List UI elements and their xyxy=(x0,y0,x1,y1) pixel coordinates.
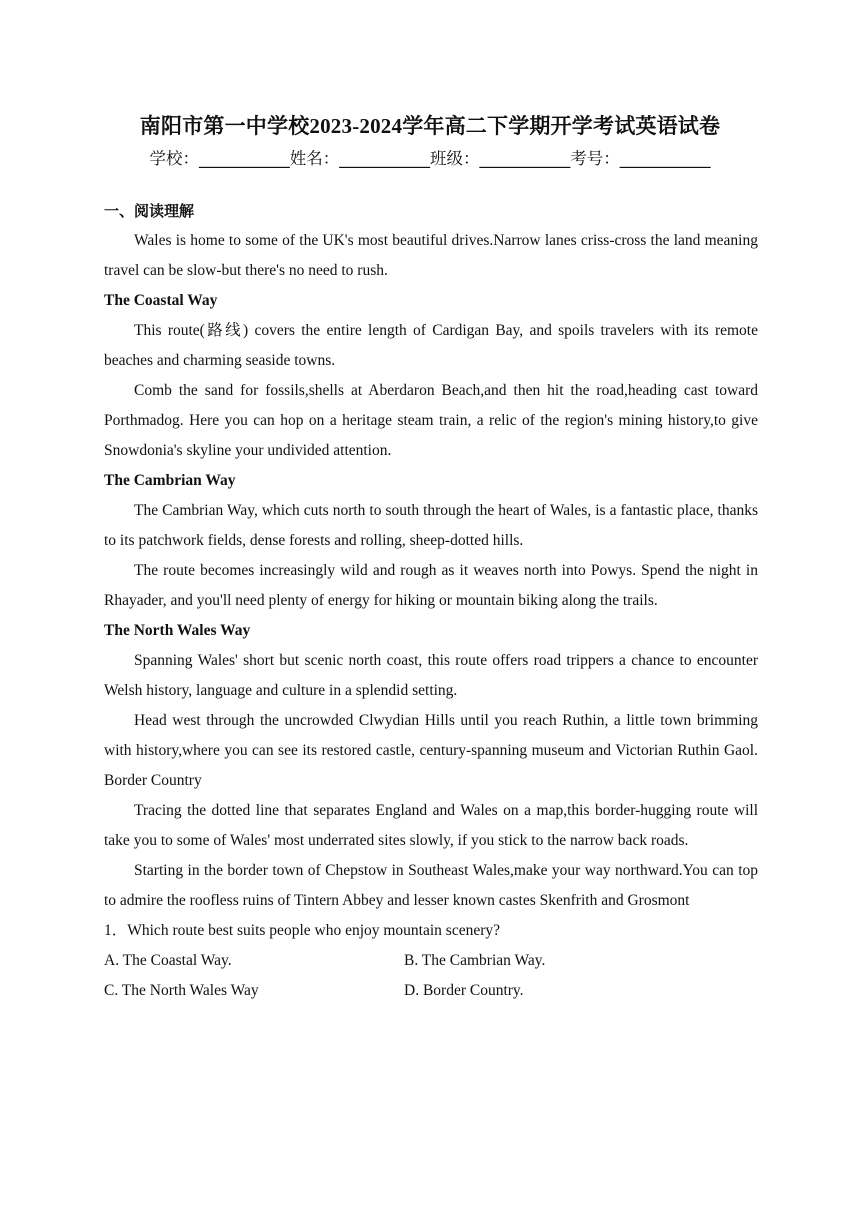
intro-paragraph: Wales is home to some of the UK's most beautiful drives.Narrow lanes criss-cross the land meaning travel can be slow-but there's no need to rush. xyxy=(104,232,758,279)
paragraph: Tracing the dotted line that separates England and Wales on a map,this border-hugging route will take you to some of Wales' most underrated sites slowly, if you stick to the narrow back roads. xyxy=(104,802,758,849)
option-b: B. The Cambrian Way. xyxy=(404,952,546,969)
answer-options xyxy=(104,946,758,1006)
option-a: A. The Coastal Way. xyxy=(104,952,232,969)
paragraph: The Cambrian Way, which cuts north to south through the heart of Wales, is a fantastic place, thanks to its patchwork fields, dense forests and rolling, sheep-dotted hills. xyxy=(104,502,758,549)
paragraph: Head west through the uncrowded Clwydian Hills until you reach Ruthin, a little town brimming with history,where you can see its restored castle, century-spanning museum and Victorian Ruthin Gaol. Border Country xyxy=(104,712,758,789)
paragraph: Comb the sand for fossils,shells at Aberdaron Beach,and then hit the road,heading cast toward Porthmadog. Here you can hop on a heritage steam train, a relic of the region's mining history,to give Snowdonia's skyline your undivided attention. xyxy=(104,382,758,459)
section-heading: 一、阅读理解 xyxy=(104,202,195,220)
paragraph: Starting in the border town of Chepstow in Southeast Wales,make your way northward.You can top to admire the roofless ruins of Tintern Abbey and lesser known castes Skenfrith and Grosmont xyxy=(104,862,758,909)
question-1: 1．Which route best suits people who enjoy mountain scenery? xyxy=(104,922,501,939)
paragraph: Spanning Wales' short but scenic north coast, this route offers road trippers a chance to encounter Welsh history, language and culture in a splendid setting. xyxy=(104,652,758,699)
paragraph: The route becomes increasingly wild and rough as it weaves north into Powys. Spend the night in Rhayader, and you'll need plenty of energy for hiking or mountain biking along the trails. xyxy=(104,562,758,609)
option-c: C. The North Wales Way xyxy=(104,982,259,999)
option-d: D. Border Country. xyxy=(404,982,524,999)
route-heading-north-wales: The North Wales Way xyxy=(104,622,251,639)
page-title: 南阳市第一中学校2023-2024学年高二下学期开学考试英语试卷 xyxy=(139,114,721,138)
route-heading-cambrian: The Cambrian Way xyxy=(104,472,236,489)
route-heading-coastal: The Coastal Way xyxy=(104,292,218,309)
student-info-line: 学校：___________姓名：___________班级：___________考号：___________ xyxy=(149,149,711,168)
reading-section xyxy=(104,196,758,1006)
paragraph: This route(路线) covers the entire length of Cardigan Bay, and spoils travelers with its remote beaches and charming seaside towns. xyxy=(104,322,758,369)
